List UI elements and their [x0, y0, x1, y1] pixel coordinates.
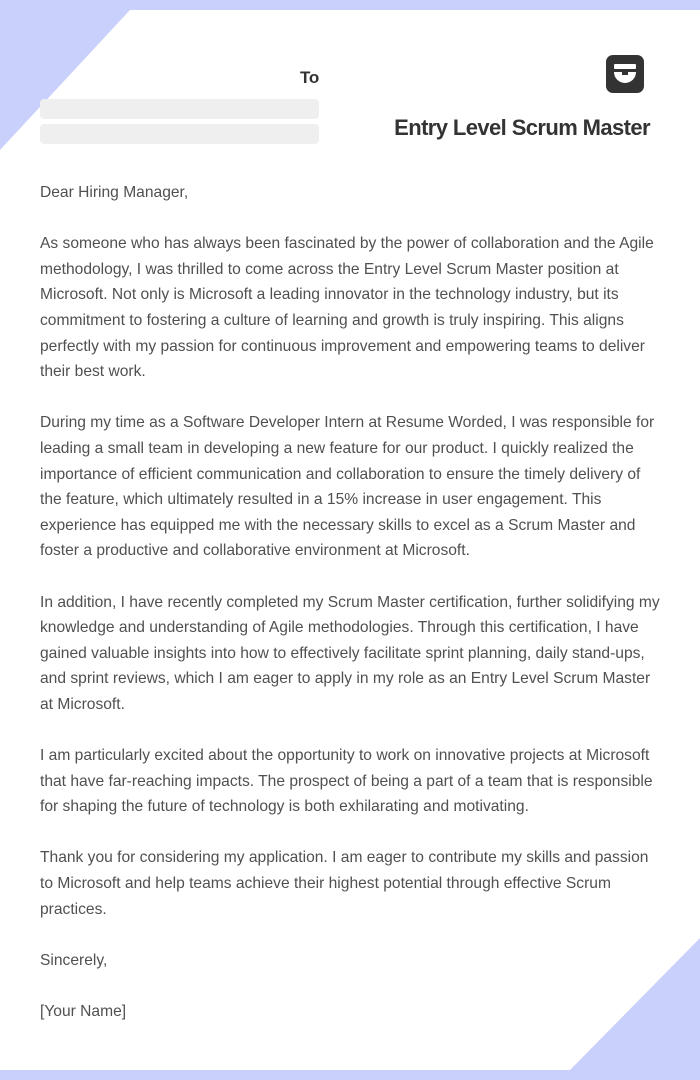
- letter-page: [0, 10, 700, 1070]
- letter-paragraph: As someone who has always been fascinated by the power of collaboration and the Agile methodology, I was thrilled to come across the Entry Level Scrum Master position at Microsoft. Not only is Microsoft a leading innovator in the technology industry, but its commitment to fostering a culture of learning and growth is truly inspiring. This aligns perfectly with my passion for continuous improvement and empowering teams to deliver their best work.: [40, 235, 654, 381]
- letter-paragraph: Thank you for considering my application. I am eager to contribute my skills and passion to Microsoft and help teams achieve their highest potential through effective Scrum practices.: [40, 849, 649, 918]
- resume-worded-logo-icon: [606, 55, 644, 93]
- letter-body: [40, 180, 662, 1050]
- letter-paragraph: I am particularly excited about the opportunity to work on innovative projects at Microsoft that have far-reaching impacts. The prospect of being a part of a team that is responsible for shaping the future of technology is both exhilarating and motivating.: [40, 747, 653, 816]
- letter-greeting: Dear Hiring Manager,: [40, 184, 189, 201]
- recipient-address-line-2: [40, 124, 319, 144]
- recipient-address-line-1: [40, 99, 319, 119]
- letter-signature: [Your Name]: [40, 1003, 127, 1020]
- letter-paragraph: During my time as a Software Developer Intern at Resume Worded, I was responsible for leading a small team in developing a new feature for our product. I quickly realized the importance of efficient communication and collaboration to ensure the timely delivery of the feature, which ultimately resulted in a 15% increase in user engagement. This experience has equipped me with the necessary skills to excel as a Scrum Master and foster a productive and collaborative environment at Microsoft.: [40, 414, 655, 560]
- job-title-heading: Entry Level Scrum Master: [394, 115, 650, 140]
- to-label: To: [300, 68, 320, 87]
- letter-paragraph: In addition, I have recently completed my Scrum Master certification, further solidifying my knowledge and understanding of Agile methodologies. Through this certification, I have gained valuable insights into how to effectively facilitate sprint planning, daily stand-ups, and sprint reviews, which I am eager to apply in my role as an Entry Level Scrum Master at Microsoft.: [40, 593, 660, 713]
- letter-closing: Sincerely,: [40, 951, 108, 969]
